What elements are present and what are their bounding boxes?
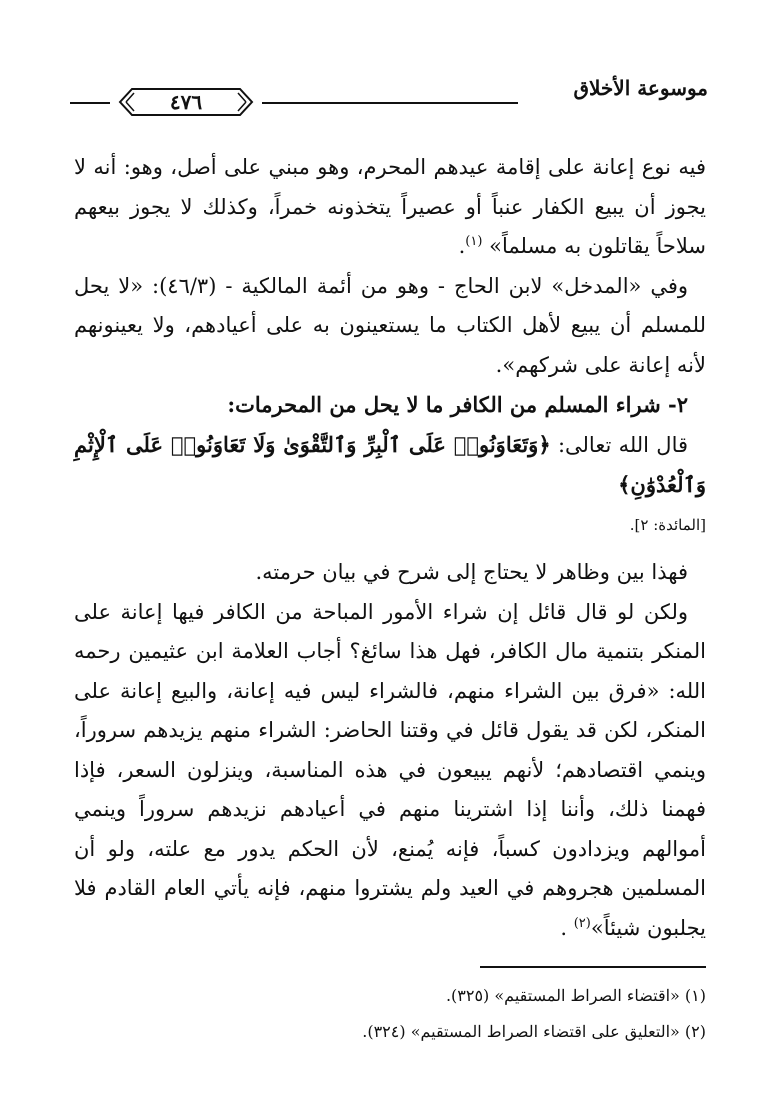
footnote-1: (١) «اقتضاء الصراط المستقيم» (٣٢٥). xyxy=(445,986,706,1005)
paragraph-1 xyxy=(74,148,706,267)
paragraph-4-text: ولكن لو قال قائل إن شراء الأمور المباحة من الكافر فيها إعانة على المنكر بتنمية مال الكافر، فهل هذا سائغ؟ أجاب العلامة ابن عثيمين رحمه الله: «فرق بين الشراء منهم، فالشراء ليس فيه إعانة، والبيع إعانة على المنكر، لكن قد يقول قائل في وقتنا الحاضر: الشراء منهم يزيدهم سروراً، وينمي اقتصادهم؛ لأنهم يبيعون في هذه المناسبة، وينزلون السعر، فإذا فهمنا ذلك، وأننا إذا اشترينا منهم في أعيادهم نزيدهم سروراً وينمي أموالهم ويزدادون كسباً، فإنه يُمنع، لأن الحكم يدور مع علته، ولو أن المسلمين هجروهم في العيد ولم يشتروا منهم، فإنه يأتي العام القادم فلا يجلبون شيئاً» xyxy=(74,599,706,940)
quran-reference: [المائدة: ٢]. xyxy=(629,515,706,534)
paragraph-1-text: فيه نوع إعانة على إقامة عيدهم المحرم، وهو مبني على أصل، وهو: أنه لا يجوز أن يبيع الكفار عنباً أو عصيراً يتخذونه خمراً، وكذلك لا يجوز بيعهم سلاحاً يقاتلون به مسلماً» xyxy=(74,155,706,258)
section-heading: ٢- شراء المسلم من الكافر ما لا يحل من المحرمات: xyxy=(227,392,688,417)
paragraph-4 xyxy=(74,593,706,949)
paragraph-2: وفي «المدخل» لابن الحاج - وهو من أئمة المالكية - (٤٦/٣): «لا يحل للمسلم أن يبيع لأهل الكتاب ما يستعينون به على أعيادهم، ولا يعينونهم لأنه إعانة على شركهم». xyxy=(74,273,706,377)
footnote-mark-2: (٢) xyxy=(573,915,591,931)
paragraph-4-end: . xyxy=(560,915,568,940)
footnotes xyxy=(74,978,706,1050)
footnote-separator xyxy=(480,966,706,968)
header-rule-left xyxy=(70,102,110,104)
book-title: موسوعة الأخلاق xyxy=(573,76,708,100)
quran-verse: ﴿وَتَعَاوَنُوا۟ عَلَى ٱلْبِرِّ وَٱلتَّقْوَىٰ وَلَا تَعَاوَنُوا۟ عَلَى ٱلْإِثْمِ وَٱلْعُدْوَٰنِ﴾ xyxy=(74,431,706,497)
paragraph-3: فهذا بين وظاهر لا يحتاج إلى شرح في بيان حرمته. xyxy=(255,560,688,584)
quran-line xyxy=(74,425,706,506)
header-rule-right xyxy=(262,102,518,104)
page-number-frame xyxy=(118,87,254,117)
footnote-2: (٢) «التعليق على اقتضاء الصراط المستقيم» (٣٢٤). xyxy=(362,1022,706,1041)
quran-intro: قال الله تعالى: xyxy=(557,432,688,457)
main-text xyxy=(74,148,706,948)
footnote-mark-1: (١) xyxy=(465,234,483,249)
page-number: ٤٧٦ xyxy=(169,90,203,114)
paragraph-1-end: . xyxy=(458,234,466,258)
page-header xyxy=(70,70,708,114)
spacer xyxy=(74,545,706,553)
